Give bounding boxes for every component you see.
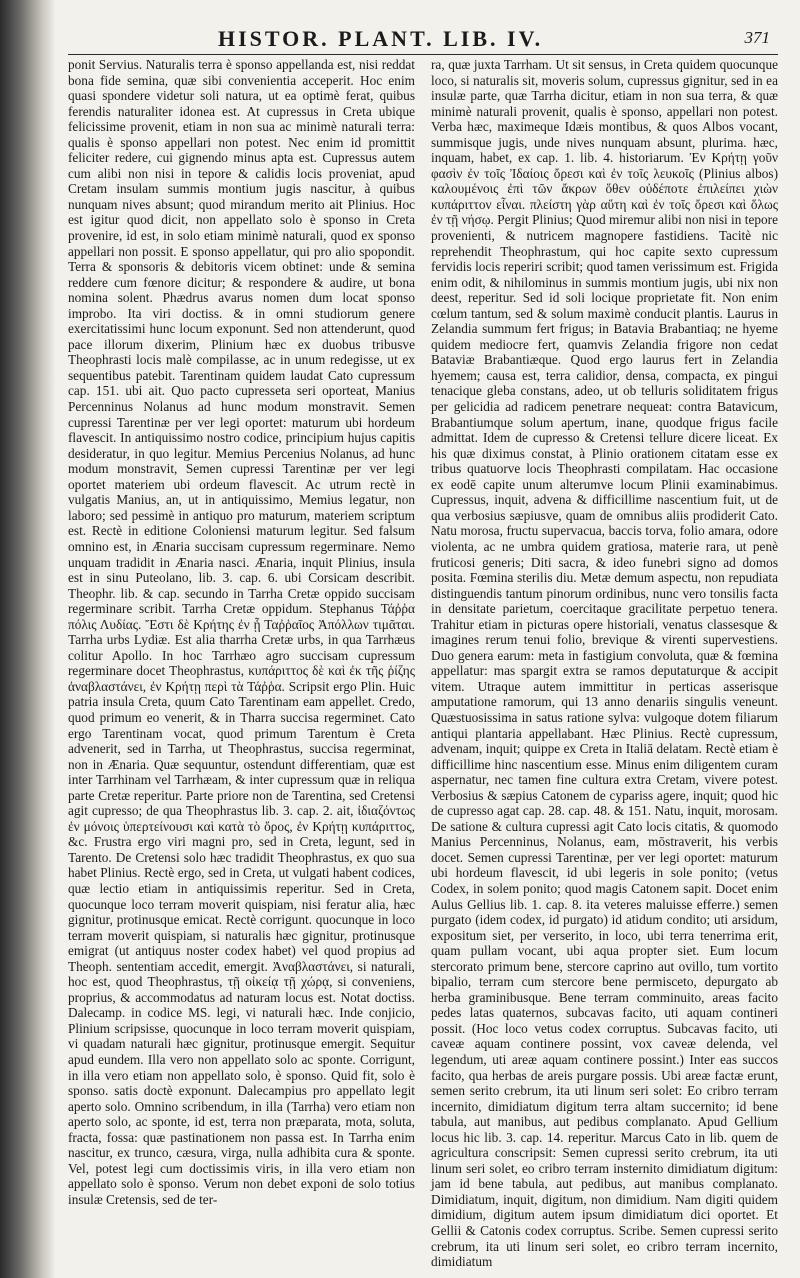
left-column — [68, 57, 415, 1273]
page-number: 371 — [744, 28, 770, 47]
right-column-paragraph: ra, quæ juxta Tarrham. Ut sit sensus, in Creta quidem quocunque loco, si naturalis sit, moveris solum, cupressus gignitur, sed in ea insulæ parte, quæ Tarrha dicitur, etiam in non sua terra, & quæ minimè naturali provenit, qualis è sponso, appellari non potest. Verba hæc, maximeque Idæis montibus, & quos Albos vocant, summisque jugis, unde nives nunquam absunt, plurima. hæc, inquam, habet, ex cap. 1. lib. 4. historiarum. Ἐν Κρήτῃ γοῦν φασὶν ἐν τοῖς Ἰδαίοις ὄρεσι καὶ ἐν τοῖς λευκοῖς (Plinius albos) καλουμένοις ἐπὶ τῶν ἄκρων ὅθεν οὐδέποτε ἐπιλείπει χιὼν κυπάριττον εἶναι. πλείστη γὰρ αὕτη καὶ ἐν τοῖς ὄρεσι καὶ ὅλως ἐν τῇ νήσῳ. Pergit Plinius; Quod miremur alibi non nisi in tepore provenienti, & nutricem magnopere fastidiens. Tacitè nic reprehendit Theophrastum, qui hoc capite sexto cupressum fervidis locis reperiri scribit; quod tamen verissimum est. Frigida enim odit, & nihilominus in summis montium jugis, ubi nix non deest, reperitur. Sed id soli locique proprietate fit. Non enim cœlum tantum, sed & solum maximè conducit plantis. Laurus in Zelandia summum fert frigus; in Batavia Brabantiaq; ne hyeme quidem mediocre fert, quamvis Zelandia frigore non cedat Bataviæ Brabantiæque. Quod ergo laurus fert in Zelandia hyemem; causa est, terra calidior, densa, compacta, ex pingui tenacique gleba constans, adeo, ut ob telluris soliditatem frigus per gelicidia ad radicem penetrare nequeat: contra Batavicum, Brabantiumque solum apertum, inane, quodque frigus facile admittat. Idem de cupresso & Cretensi tellure dicere liceat. Ex his quæ diximus constat, à Plinio orationem citatam esse ex tribus quatuorve locis Theophrasti compilatam. Hac occasione ex eodē capite unum alterumve locum Plinii examinabimus. Cupressus, inquit, advena & difficillime nascentium fuit, ut de qua verbosius sæpiusve, quam de omnibus aliis prodiderit Cato. Natu morosa, fructu supervacua, baccis torva, folio amara, odore violenta, ac ne umbra quidem gratiosa, materie rara, ut penè fruticosi generis; Diti sacra, & ideo funebri signo ad domos posita. Fœmina sterilis diu. Metæ demum aspectu, non repudiata distinguendis tantum pinorum ordinibus, nunc vero tonsilis facta in densitate parietum, coercitaque gracilitate perpetuo tenera. Trahitur etiam in picturas opere historiali, venatus classesque & imagines rerum tenui folio, brevique & virenti supervestiens. Duo genera earum: meta in fastigium convoluta, quæ & fœmina appellatur: mas spargit extra se ramos deputaturque & accipit vitem. Utraque autem immittitur in perticas asserisque amputatione ramorum, qui 13 anno denariis singulis veneunt. Quæstuosissima in satus ratione sylva: vulgoque dotem filiarum antiqui plantaria appellabant. Hæc Plinius. Rectè cupressum, advenam, inquit; quippe ex Creta in Italiā delatam. Rectè etiam è difficillime hinc nascentium esse. Minus enim diligentem curam aspernatur, nec tamen fine cultura extra Cretam, vivere potest. Verbosius & sæpius Catonem de cypariss agere, inquit; quod hic de cupresso agat cap. 28. cap. 48. & 151. Natu, inquit, morosam. De satione & cultura cupressi agit Cato locis citatis, & quomodo Manius Percenninus, Nolanus, eam, mōstraverit, his verbis docet. Semen cupressi Tarentinæ, per ver legi oportet: maturum ubi hordeum flavescit, id ubi legeris in sole ponito; (vetus Codex, in solem ponito; quod magis Catonem sapit. Docet enim Aulus Gellius lib. 1. cap. 8. ita veteres maluisse efferre.) semen purgato (idem codex, id purgato) id atidum condito; uti arsidum, expositum siet, per verserito, in loco, ubi terra tenerrima erit, quam pullam vocant, ubi aqua propter siet. Eum locum stercorato primum bene, stercore caprino aut ovillo, tum vortito bipalio, terram cum stercore bene permisceto, depurgato ab herba graminibusque. Bene terram comminuito, areas facito pedes latas quaternos, subcavas facito, uti aquam contineri possit. (Hoc loco vetus codex corruptus. Subcavas facito, uti caveæ aquam continere possint, vox caveæ delenda, vel legendum, uti areæ aquam continere possint.) Inter eas succos facito, qua herbas de areis purgare possis. Ubi areæ factæ erunt, semen serito crebrum, ita uti linum seri solet: Eo cribro terram incernito, dimidiatum digitum terra altam succernito; id bene tabula, aut manibus, aut pedibus complanato. Apud Gellium locus hic lib. 3. cap. 14. reperitur. Marcus Cato in lib. quem de agricultura conscripsit: Semen cupressi serito crebrum, ita uti linum seri solet, eo cribro terram insternito dimidiatum digitum: jam id bene tabula, aut pedibus, aut manibus complanato. Dimidiatum, inquit, digitum, non dimidium. Nam digiti quidem dimidium, digitum autem ipsum dimidiatum dici oportet. Et Gellii & Catonis codex corruptus. Scribe. Semen cupressi serito crebrum, ita uti linum seri solet, eo cribro terram incernito, dimidiatum — [431, 57, 778, 1270]
binding-gutter-shadow — [0, 0, 56, 1278]
right-column — [431, 57, 778, 1273]
left-column-paragraph: ponit Servius. Naturalis terra è sponso appellanda est, nisi reddat bona fide semina, quæ sibi convenientia acceperit. Hoc enim quasi spondere videtur soli natura, ut ea optimè ferat, quibus ferendis naturaliter idonea est. At cupressus in Creta ubique felicissime provenit, etiam in non sua ac minimè naturali terra: qualis è sponso appellari non potest. Nec enim id promittit feliciter redere, cui gignendo minus apta est. Cupressus autem cum alibi non nisi in tepore & calidis locis proveniat, apud Cretam insulam summis montium jugis nascitur, à quibus nunquam nives absunt; quod mirandum merito ait Plinius. Hoc est igitur quod dicit, non appellato solo è sponso in Creta provenire, id est, in solo etiam minimè naturali, quod ex sponso appellari non possit. E sponso appellatur, qui pro alio spopondit. Terra & sponsoris & debitoris vicem obtinet: unde & semina reddere cum fœnore dicitur; & respondere & audire, ut bona nomina solent. Phædrus avarus nomen dum locat sponso improbo. Ita viri doctiss. & in omni studiorum genere exercitatissimi hunc locum exponunt. Sed non attenderunt, quod pace illorum dixerim, Plinium hæc ex duobus tribusve Theophrasti locis malè compilasse, ac in unum redegisse, ut ex sequentibus patebit. Tarentinam quidem laudat Cato cupressum cap. 151. ubi ait. Quo pacto cupresseta seri oporteat, Manius Percenninus Nolanus ad hunc modum monstravit. Semen cupressi Tarentinæ per ver legi oportet: maturum ubi hordeum flavescit. In antiquissimo nostro codice, principium hujus capitis desideratur, in quo legitur. Memius Percenius Nolanus, ad hunc modum monstravit, Semen cupressi Tarentinæ per ver legi oportet materiem ubi ordeum flavescit. Ac utrum rectè in vulgatis Manius, an, ut in antiquissimo, Memius legatur, non laboro; sed pessimè in antiquo pro maturum, materiem scriptum est. Rectè in editione Coloniensi maturum legitur. Sed falsum omnino est, in Ænaria succisam cupressum regerminare. Nemo unquam tradidit in Ænaria nasci. Ænaria, inquit Plinius, insula est in sinu Puteolano, lib. 3. cap. 6. ubi Corsicam describit. Theophr. lib. & cap. secundo in Tarrha Cretæ oppido succisam regerminare scribit. Tarrha Cretæ oppidum. Stephanus Τάῤῥα πόλις Λυδίας. Ἔστι δὲ Κρήτης ἐν ᾗ Ταῤῥαῖος Ἀπόλλων τιμᾶται. Tarrha urbs Lydiæ. Est alia tharrha Cretæ urbs, in qua Tarrhæus colitur Apollo. In hoc Tarrhæo agro succisam cupressum regerminare docet Theophrastus, κυπάριττος δὲ καὶ ἐκ τῆς ῥίζης ἀναβλαστάνει, ἐν Κρήτῃ περὶ τὰ Τάῤῥα. Scripsit ergo Plin. Huic patria insula Creta, quum Cato Tarentinam eam appellet. Credo, quod primum eo venerit, & in Tharra succisa regerminet. Cato ergo Tarentinam vocat, quod primum Tarentum è Creta advenerit, sed in Tarrha, ut Theophrastus, succisa regerminat, non in Ænaria. Quæ sequuntur, ostendunt differentiam, quæ est inter Tarrhinam vel Tarrhæam, & inter cupressum quæ in reliqua parte Cretæ reperitur. Parte priore non de Tarentina, sed Cretensi agit cupresso; de qua Theophrastus lib. 3. cap. 2. ait, ἰδιαζόντως ἐν μόνοις ὑπερτείνουσι καὶ κατὰ τὸ ὄρος, ἐν Κρήτῃ κυπάριττος, &c. Frustra ergo viri magni pro, sed in Creta, legunt, sed in Tarento. De Cretensi solo hæc tradidit Theophrastus, ex quo sua habet Plinius. Rectè ergo, sed in Creta, ut vulgati habent codices, quæ lectio etiam in antiquissimis reperitur. Sed in Creta, quocunque loco terram moverit quispiam, nisi feratur alia, hæc gignitur, protinusque emicat. Rectè corrigunt. quocunque in loco terram moverit quispiam, si naturalis hæc gignitur, protinusque emigrat (ut antiquus noster codex habet) vel quod propius ad Theoph. sententiam accedit, emergit. Ἀναβλαστάνει, si naturali, hoc est, quod Theophrastus, τῇ οἰκείᾳ τῇ χώρᾳ, si conveniens, proprius, & accommodatus ad naturam locus est. Notat doctiss. Dalecamp. in codice MS. legi, vi naturali hæc. Inde conjicio, Plinium scripsisse, quocunque in loco terram moverit quispiam, vi quadam naturali hæc gignitur, protinusque emergit. Sequitur apud eundem. Illa vero non appellato solo ac sponte. Corrigunt, in illa vero etiam non appellato solo, è sponso. Quid fit, solo è sponso. satis doctè exponunt. Dalecampius pro appellato legit aperto solo. Omnino scribendum, in illa (Tarrha) vero etiam non aperto solo, ac sponte, id est, terra non præparata, mota, soluta, fracta, fossa: quæ pastinationem non passa est. In Tarrha enim nascitur, ex trunco, cæsura, virga, nulla adhibita cura & sponte. Vel, potest legi cum doctissimis viris, in illa vero etiam non appellato solo è sponso. Verum non debet exponi de solo totius insulæ Cretensis, sed de ter- — [68, 57, 415, 1207]
page-header — [68, 24, 778, 55]
text-columns — [68, 57, 778, 1273]
running-head: HISTOR. PLANT. LIB. IV. — [218, 26, 544, 51]
